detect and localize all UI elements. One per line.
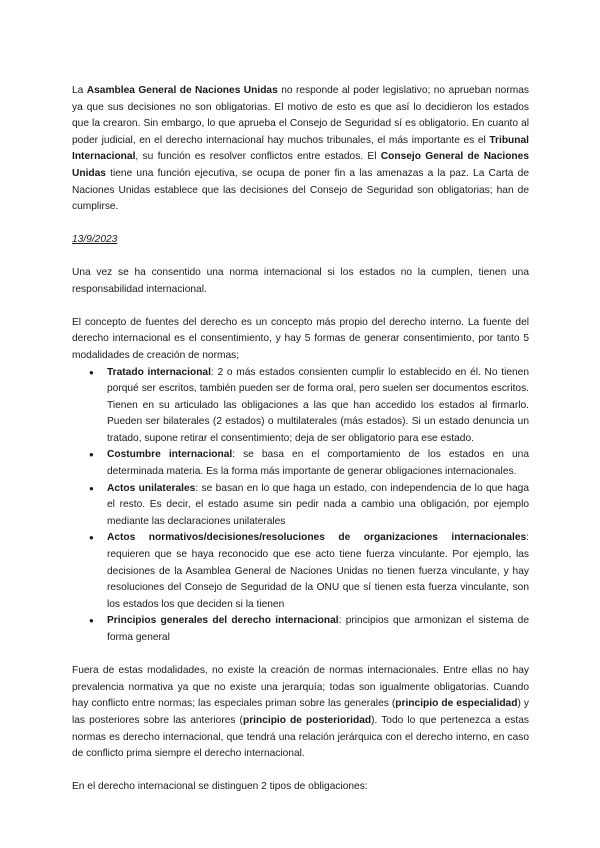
bullet-icon: ● xyxy=(89,367,94,377)
list-item: ● Tratado internacional: 2 o más estados consienten cumplir lo establecido en él. No tienen porqué ser escritos, también pueden ser de forma oral, pero suelen ser documentos escritos. Tienen en su articulado las obligaciones a las que han accedido los estados al firmarlo. Pueden ser bilaterales (2 estados) o multilaterales (más estados). Si un estado denuncia un tratado, supone retirar el consentimiento; deja de ser obligatorio para ese estado. xyxy=(89,366,529,444)
bullet-icon: ● xyxy=(89,450,94,460)
term-tribunal-internacional: Tribunal Internacional xyxy=(72,134,529,163)
term-asamblea-general: Asamblea General de Naciones Unidas xyxy=(86,85,278,96)
list-item: ● Costumbre internacional: se basa en el comportamiento de los estados en una determinada materia. Es la forma más importante de generar obligaciones internacionales. xyxy=(89,449,529,478)
list-item: ● Actos unilaterales: se basan en lo que haga un estado, con independencia de lo que haga el resto. Es decir, el estado asume sin pedir nada a cambio una obligación, por ejemplo mediante las declaraciones unilaterales xyxy=(89,482,529,527)
date-heading: 13/9/2023 xyxy=(72,233,118,245)
paragraph-jerarquia: Fuera de estas modalidades, no existe la creación de normas internacionales. Entre ellas no hay prevalencia normativa ya que no existe una jerarquía; todas son igualmente obligatorias. Cuando hay conflicto entre normas; las especiales priman sobre las generales (principio de especialidad) y las posteriores sobre las anteriores (principio de posterioridad). Todo lo que pertenezca a estas normas es derecho internacional, que tendrá una relación jerárquica con el derecho interno, en caso de conflicto prima siempre el derecho internacional. xyxy=(72,665,529,760)
paragraph-fuentes: El concepto de fuentes del derecho es un concepto más propio del derecho interno. La fuente del derecho internacional es el consentimiento, y hay 5 formas de generar consentimiento, por tanto 5 modalidades de creación de normas; xyxy=(72,316,529,361)
bullet-icon: ● xyxy=(89,533,94,543)
paragraph-obligaciones: En el derecho internacional se distinguen 2 tipos de obligaciones: xyxy=(72,781,368,793)
term-principio-posterioridad: principio de posterioridad xyxy=(242,714,372,726)
term-principio-especialidad: principio de especialidad xyxy=(395,698,518,710)
list-item: ● Principios generales del derecho internacional: principios que armonizan el sistema de forma general xyxy=(89,615,529,643)
term-consejo-general: Consejo General de Naciones Unidas xyxy=(72,151,529,179)
bullet-icon: ● xyxy=(89,616,94,626)
list-item: ● Actos normativos/decisiones/resoluciones de organizaciones internacionales: requieren que se haya reconocido que ese acto tiene fuerza vinculante. Por ejemplo, las decisiones de la Asamblea General de Naciones Unidas no tienen fuerza vinculante, y hay resoluciones del Consejo de Seguridad de la ONU que sí tienen esta fuerza vinculante, son los estados los que deciden si la tienen xyxy=(89,532,529,610)
document-page xyxy=(72,83,529,796)
modalidades-list xyxy=(72,365,529,647)
bullet-icon: ● xyxy=(89,483,94,493)
paragraph-responsabilidad: Una vez se ha consentido una norma internacional si los estados no la cumplen, tienen una responsabilidad internacional. xyxy=(72,266,529,295)
paragraph-un-organs: La Asamblea General de Naciones Unidas no responde al poder legislativo; no aprueban normas ya que sus decisiones no son obligatorias. El motivo de esto es que así lo decidieron los estados que la crearon. Sin embargo, lo que aprueba el Consejo de Seguridad sí es obligatorio. En cuanto al poder judicial, en el derecho internacional hay muchos tribunales, el más importante es el Tribunal Internacional, su función es resolver conflictos entre estados. El Consejo General de Naciones Unidas tiene una función ejecutiva, se ocupa de poner fin a las amenazas a la paz. La Carta de Naciones Unidas establece que las decisiones del Consejo de Seguridad son obligatorias; han de cumplirse. xyxy=(72,85,529,213)
